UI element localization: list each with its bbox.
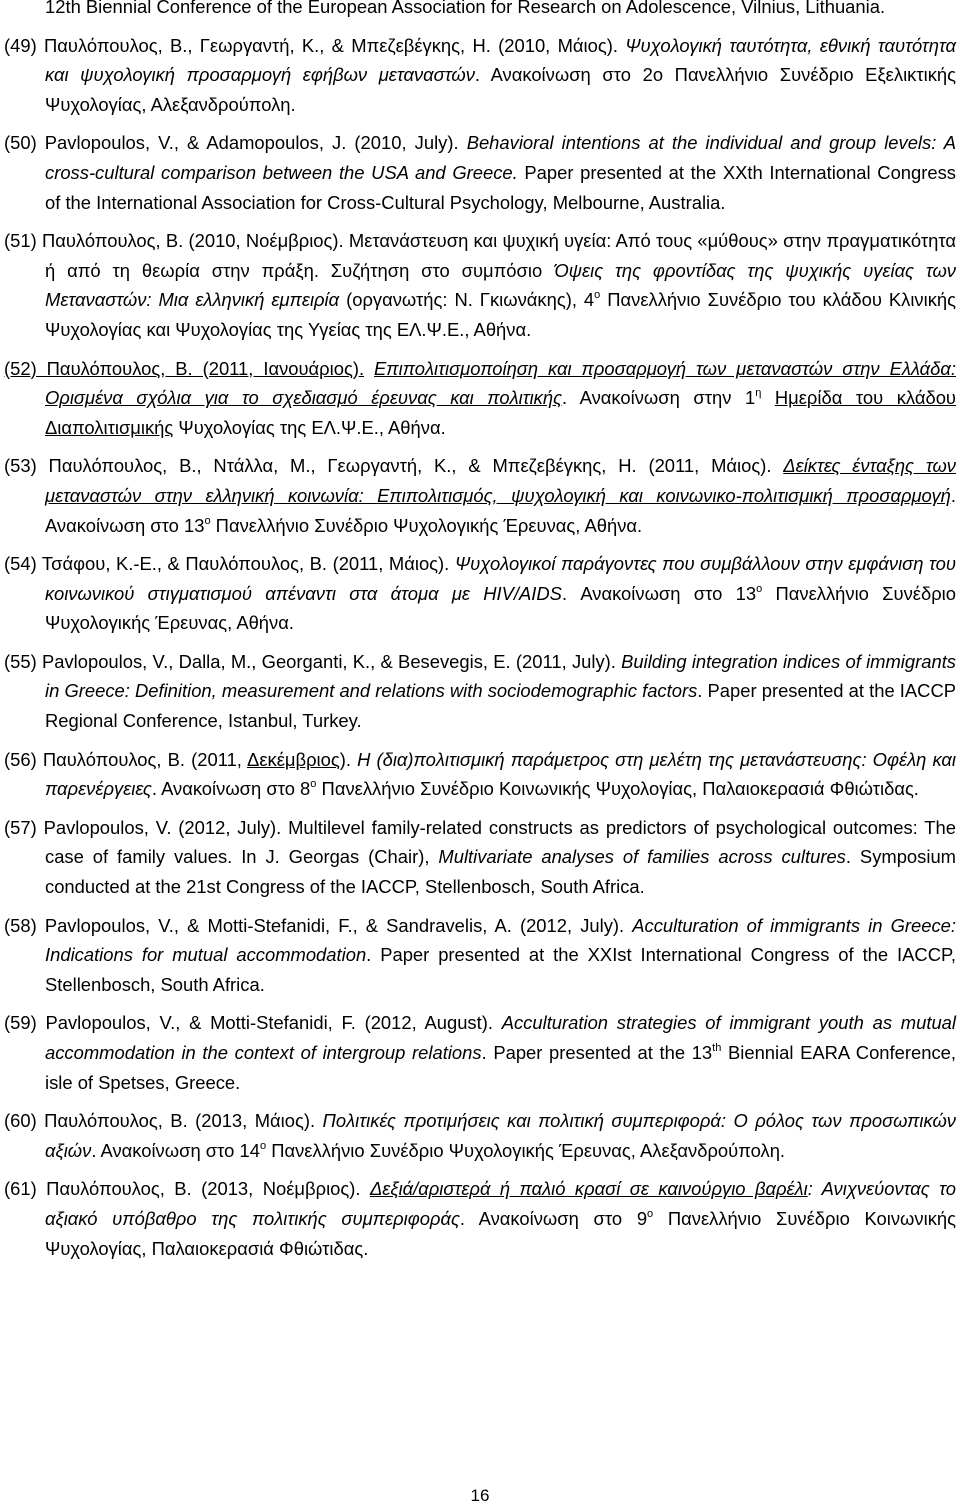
reference-text: Ημερίδα του κλάδου Διαπολιτισμικής Ψυχολογίας της ΕΛ.Ψ.Ε., Αθήνα. [45, 387, 956, 438]
reference-entry [4, 745, 956, 804]
reference-title: Acculturation strategies of immigrant youth as mutual accommodation in the context of intergroup relations [45, 1012, 956, 1063]
reference-text: (54) Τσάφου, Κ.-Ε., & Παυλόπουλος, Β. (2011, Μάιος). [4, 553, 455, 575]
reference-text: . Ανακοίνωση στο 9 [459, 1207, 648, 1229]
reference-entry [4, 1106, 956, 1165]
reference-text: (53) Παυλόπουλος, Β., Ντάλλα, Μ., Γεωργαντή, Κ., & Μπεζεβέγκης, Η. (2011, Μάιος). [4, 455, 784, 477]
reference-text: (50) Pavlopoulos, V., & Adamopoulos, J. (2010, July). [4, 132, 467, 154]
reference-text: (60) Παυλόπουλος, Β. (2013, Μάιος). [4, 1110, 323, 1132]
reference-title: Δείκτες ένταξης των μεταναστών στην ελληνική κοινωνία: Επιπολιτισμός, ψυχολογική και κοινωνικο-πολιτισμική προσαρμογή [45, 455, 956, 506]
reference-title: Ψυχολογικοί παράγοντες που συμβάλλουν στην εμφάνιση του κοινωνικού στιγματισμού απέναντι στα άτομα με HIV/AIDS [45, 553, 957, 604]
reference-title: Multivariate analyses of families across cultures [438, 846, 846, 868]
superscript: ο [756, 582, 763, 595]
reference-text: . Paper presented at the XXIst International Congress of the IACCP, Stellenbosch, South Africa. [45, 944, 956, 995]
reference-text: Πανελλήνιο Συνέδριο Κοινωνικής Ψυχολογίας, Παλαιοκερασιά Φθιώτιδας. [45, 1207, 956, 1259]
reference-entry [4, 647, 956, 736]
reference-entry [4, 0, 956, 22]
superscript: η [755, 387, 762, 400]
reference-entry [4, 226, 956, 344]
reference-text: . Ανακοίνωση στο 8 [151, 778, 311, 800]
reference-text: 12th Biennial Conference of the European Association for Research on Adolescence, Vilnius, Lithuania. [45, 0, 886, 17]
reference-text: (49) Παυλόπουλος, Β., Γεωργαντή, Κ., & Μπεζεβέγκης, Η. (2010, Μάιος). [4, 34, 626, 56]
superscript: ο [259, 1139, 267, 1152]
reference-entry [4, 354, 956, 443]
reference-entry [4, 1174, 956, 1263]
reference-title: Πολιτικές προτιμήσεις και πολιτική συμπεριφορά: Ο ρόλος των προσωπικών αξιών [45, 1110, 956, 1161]
reference-title: Επιπολιτισμοποίηση και προσαρμογή των μεταναστών στην Ελλάδα: Ορισμένα σχόλια για το σχεδιασμό έρευνας και πολιτικής [45, 357, 956, 409]
reference-text: (59) Pavlopoulos, V., & Motti-Stefanidi, F. (2012, August). [4, 1012, 502, 1034]
reference-title: Η (δια)πολιτισμική παράμετρος στη μελέτη της μετανάστευσης: Οφέλη και παρενέργειες [45, 748, 956, 800]
reference-text: Πανελλήνιο Συνέδριο Ψυχολογικής Έρευνας, Αθήνα. [210, 514, 643, 536]
reference-entry [4, 813, 956, 902]
reference-text: . Paper presented at the IACCP Regional Conference, Istanbul, Turkey. [45, 680, 957, 732]
reference-text: . Ανακοίνωση στο 13 [561, 582, 757, 604]
reference-title: Building integration indices of immigrants in Greece: Definition, measurement and relations with sociodemographic factors [45, 650, 956, 702]
reference-text: (51) Παυλόπουλος, Β. (2010, Νοέμβριος). Μετανάστευση και ψυχική υγεία: Από τους «μύθους» στην πραγματικότητα ή από τη θεωρία στην πράξη. Συζήτηση στο συμπόσιο [4, 230, 956, 281]
reference-text: Πανελλήνιο Συνέδριο Ψυχολογικής Έρευνας, Αθήνα. [45, 582, 956, 634]
reference-text: . Symposium conducted at the 21st Congress of the IACCP, Stellenbosch, South Africa. [45, 846, 956, 898]
reference-text: . Ανακοίνωση στο 13 [45, 484, 956, 536]
reference-text: (57) Pavlopoulos, V. (2012, July). Multilevel family-related constructs as predictors of psychological outcomes: The case of family values. In J. Georgas (Chair), [4, 816, 956, 868]
reference-text: Biennial EARA Conference, isle of Spetses, Greece. [45, 1042, 956, 1093]
reference-entry [4, 1008, 956, 1097]
reference-text: Πανελλήνιο Συνέδριο Ψυχολογικής Έρευνας, Αλεξανδρούπολη. [266, 1139, 786, 1161]
reference-text: (58) Pavlopoulos, V., & Motti-Stefanidi, F., & Sandravelis, A. (2012, July). [4, 914, 633, 936]
superscript: th [712, 1042, 722, 1054]
superscript: ο [310, 778, 317, 791]
reference-text: . Paper presented at the 13 [481, 1042, 713, 1063]
superscript: ο [204, 514, 211, 527]
reference-text: Πανελλήνιο Συνέδριο του κλάδου Κλινικής Ψυχολογίας και Ψυχολογίας της Υγείας της ΕΛ.Ψ.Ε., Αθήνα. [45, 289, 956, 340]
reference-title: Δεξιά/αριστερά ή παλιό κρασί σε καινούργιο βαρέλι: Ανιχνεύοντας το αξιακό υπόβαθρο της πολιτικής συμπεριφοράς [45, 1178, 957, 1229]
reference-text: (οργανωτής: Ν. Γκιωνάκης), 4 [339, 289, 595, 311]
reference-entry [4, 549, 956, 638]
reference-text: . Ανακοίνωση στο 14 [91, 1139, 260, 1161]
reference-entry [4, 911, 956, 1000]
reference-text: (52) Παυλόπουλος, Β. (2011, Ιανουάριος). [4, 357, 365, 379]
reference-text: . Ανακοίνωση στο 2ο Πανελλήνιο Συνέδριο Εξελικτικής Ψυχολογίας, Αλεξανδρούπολη. [45, 64, 956, 115]
reference-entry [4, 451, 956, 540]
superscript: ο [647, 1207, 654, 1220]
superscript: ο [594, 289, 601, 302]
reference-text: (61) Παυλόπουλος, Β. (2013, Νοέμβριος). [4, 1178, 370, 1200]
reference-text: Πανελλήνιο Συνέδριο Κοινωνικής Ψυχολογίας, Παλαιοκερασιά Φθιώτιδας. [316, 778, 919, 800]
reference-title: Behavioral intentions at the individual and group levels: A cross-cultural comparison between the USA and Greece. [45, 132, 956, 183]
reference-text: . Ανακοίνωση στην 1 [562, 387, 756, 409]
bibliography-list [4, 0, 956, 1272]
reference-entry [4, 31, 956, 120]
reference-title: Όψεις της φροντίδας της ψυχικής υγείας των Μεταναστών: Μια ελληνική εμπειρία [45, 259, 956, 311]
reference-entry [4, 128, 956, 217]
reference-text: (55) Pavlopoulos, V., Dalla, M., Georganti, K., & Besevegis, E. (2011, July). [4, 650, 622, 672]
page-number: 16 [470, 1486, 490, 1505]
reference-text: (56) Παυλόπουλος, Β. (2011, Δεκέμβριος). [4, 748, 358, 770]
reference-title: Ψυχολογική ταυτότητα, εθνική ταυτότητα και ψυχολογική προσαρμογή εφήβων μεταναστών [45, 34, 957, 86]
reference-title: Acculturation of immigrants in Greece: Indications for mutual accommodation [45, 914, 956, 966]
reference-text: Paper presented at the XXth International Congress of the International Association for Cross-Cultural Psychology, Melbourne, Australia. [45, 161, 956, 213]
